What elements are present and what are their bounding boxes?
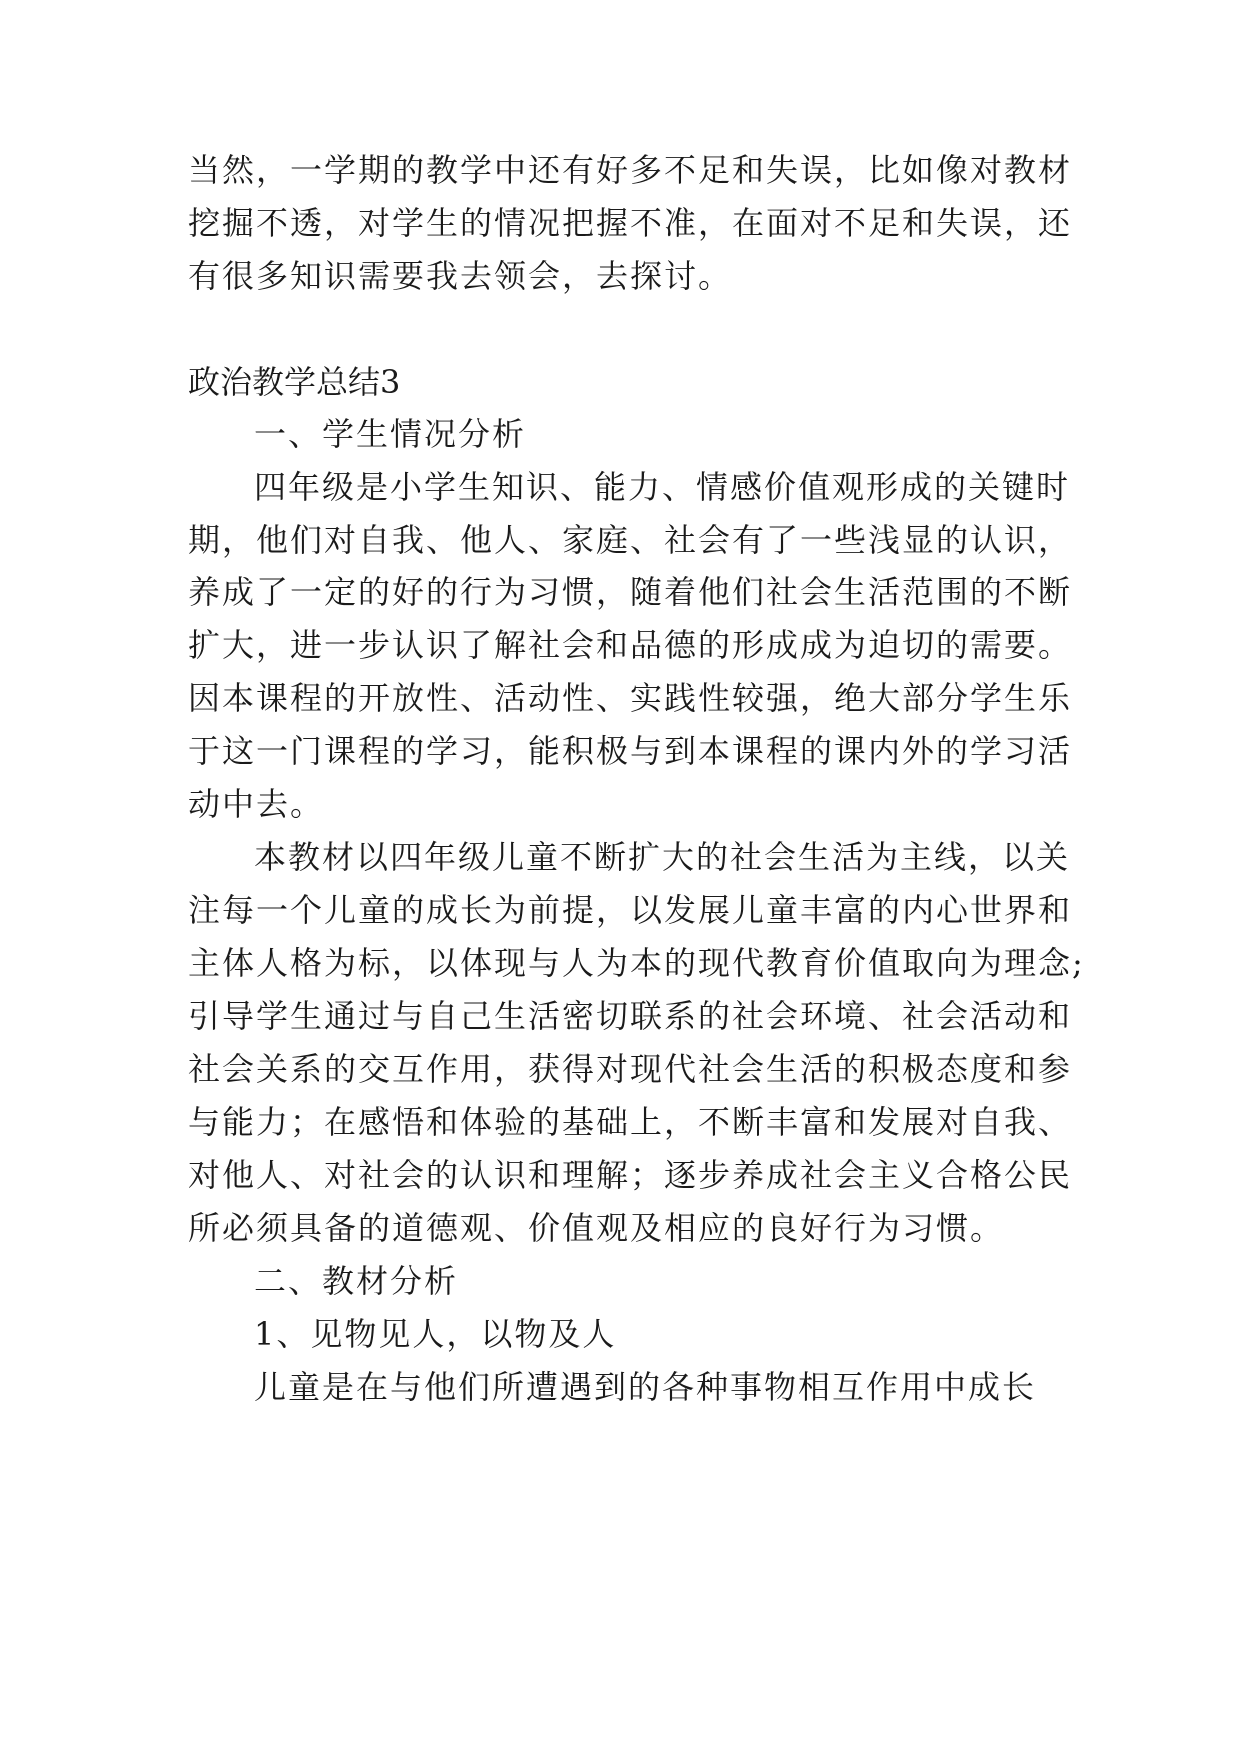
para-2-line-2: 注每一个儿童的成长为前提，以发展儿童丰富的内心世界和 <box>188 891 1073 929</box>
para-1-line-7: 动中去。 <box>188 785 325 823</box>
para-2-line-5: 社会关系的交互作用，获得对现代社会生活的积极态度和参 <box>188 1050 1073 1088</box>
para-2-line-4: 引导学生通过与自己生活密切联系的社会环境、社会活动和 <box>188 997 1073 1035</box>
heading-student-analysis: 一、学生情况分析 <box>254 415 527 453</box>
para-1-line-3: 养成了一定的好的行为习惯，随着他们社会生活范围的不断 <box>188 573 1073 611</box>
para-3-line-1: 儿童是在与他们所遭遇到的各种事物相互作用中成长 <box>254 1368 1037 1406</box>
para-1-line-5: 因本课程的开放性、活动性、实践性较强，绝大部分学生乐 <box>188 679 1073 717</box>
para-1-line-1: 四年级是小学生知识、能力、情感价值观形成的关键时 <box>254 468 1071 506</box>
subheading-see-objects: 1、见物见人，以物及人 <box>254 1315 617 1353</box>
heading-textbook-analysis: 二、教材分析 <box>254 1262 459 1300</box>
para-2-line-6: 与能力；在感悟和体验的基础上，不断丰富和发展对自我、 <box>188 1103 1073 1141</box>
intro-line-3: 有很多知识需要我去领会，去探讨。 <box>188 257 733 295</box>
para-1-line-2: 期，他们对自我、他人、家庭、社会有了一些浅显的认识， <box>188 521 1073 559</box>
intro-line-2: 挖掘不透，对学生的情况把握不准，在面对不足和失误，还 <box>188 204 1073 242</box>
para-2-line-8: 所必须具备的道德观、价值观及相应的良好行为习惯。 <box>188 1209 1005 1247</box>
para-1-line-6: 于这一门课程的学习，能积极与到本课程的课内外的学习活 <box>188 732 1073 770</box>
section-title: 政治教学总结3 <box>188 363 401 401</box>
para-2-line-3: 主体人格为标，以体现与人为本的现代教育价值取向为理念; <box>188 944 1085 982</box>
para-2-line-1: 本教材以四年级儿童不断扩大的社会生活为主线，以关 <box>254 838 1071 876</box>
intro-line-1: 当然，一学期的教学中还有好多不足和失误，比如像对教材 <box>188 151 1073 189</box>
para-1-line-4: 扩大，进一步认识了解社会和品德的形成成为迫切的需要。 <box>188 626 1073 664</box>
para-2-line-7: 对他人、对社会的认识和理解；逐步养成社会主义合格公民 <box>188 1156 1073 1194</box>
